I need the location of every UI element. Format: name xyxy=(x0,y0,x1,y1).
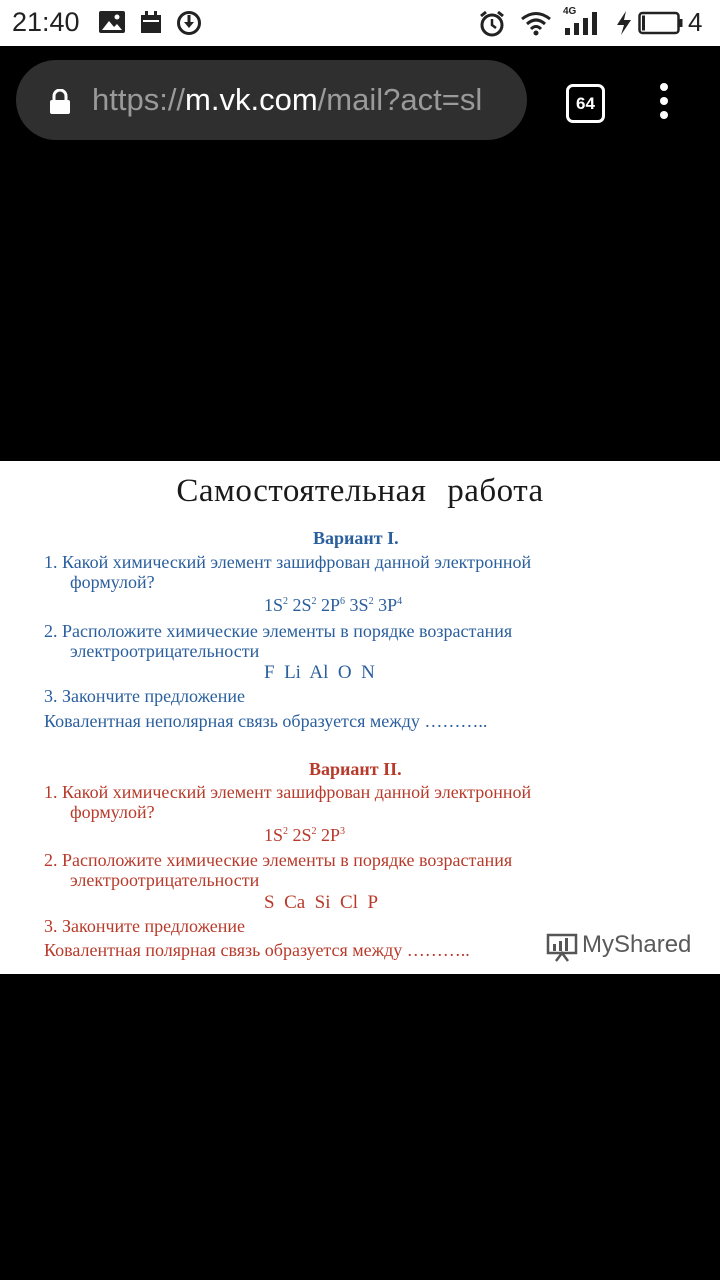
status-time: 21:40 xyxy=(12,7,80,37)
address-bar[interactable] xyxy=(16,60,527,140)
myshared-watermark xyxy=(546,931,692,963)
variant1-q1-line2: формулой? xyxy=(70,572,155,592)
more-menu-icon[interactable] xyxy=(658,83,670,119)
variant1-q3-line2: Ковалентная неполярная связь образуется между ……….. xyxy=(44,711,488,731)
status-bar xyxy=(0,0,720,46)
url-text[interactable] xyxy=(92,82,482,118)
variant1-q2-line2: электроотрицательности xyxy=(70,641,260,661)
variant2-q2-line2: электроотрицательности xyxy=(70,870,260,890)
battery-icon xyxy=(638,10,684,36)
variant2-q1-line2: формулой? xyxy=(70,802,155,822)
url-scheme: https:// xyxy=(92,82,186,117)
url-path: /mail?act=sl xyxy=(317,82,483,117)
sync-icon xyxy=(176,10,202,36)
presentation-chart-icon xyxy=(546,931,578,963)
signal-icon xyxy=(563,10,603,36)
alarm-icon xyxy=(478,10,506,38)
browser-toolbar xyxy=(0,46,720,156)
variant2-q3-line1: 3. Закончите предложение xyxy=(44,916,246,936)
wifi-icon xyxy=(520,10,552,38)
variant1-q3-line1: 3. Закончите предложение xyxy=(44,686,246,706)
slide-title: Самостоятельная работа xyxy=(176,473,544,509)
image-icon xyxy=(98,10,126,36)
lock-icon xyxy=(49,89,71,115)
variant1-elements: F Li Al O N xyxy=(264,662,375,683)
battery-level: 4 xyxy=(688,7,703,37)
variant1-q2-line1: 2. Расположите химические элементы в порядке возрастания xyxy=(44,621,513,641)
slide-image xyxy=(0,461,720,974)
variant2-heading: Вариант II. xyxy=(309,759,402,779)
calendar-icon xyxy=(138,10,164,36)
variant1-formula: $1S^2$ $2S^2$ $2P^6$ $3S^2$ $3P^4$ xyxy=(264,595,403,615)
network-type: 4G xyxy=(563,6,577,17)
variant2-formula: $1S^2$ $2S^2$ $2P^3$ xyxy=(264,825,346,845)
watermark-text: MyShared xyxy=(582,931,692,958)
tab-switcher-button[interactable]: 64 xyxy=(566,84,605,123)
charging-icon xyxy=(614,10,634,36)
variant2-q3-line2: Ковалентная полярная связь образуется между ……….. xyxy=(44,940,470,960)
variant2-q2-line1: 2. Расположите химические элементы в порядке возрастания xyxy=(44,850,513,870)
variant1-heading: Вариант I. xyxy=(313,528,399,548)
variant2-q1-line1: 1. Какой химический элемент зашифрован данной электронной xyxy=(44,782,532,802)
variant2-elements: S Ca Si Cl P xyxy=(264,892,379,913)
url-host: m.vk.com xyxy=(185,82,318,117)
variant1-q1-line1: 1. Какой химический элемент зашифрован данной электронной xyxy=(44,552,532,572)
